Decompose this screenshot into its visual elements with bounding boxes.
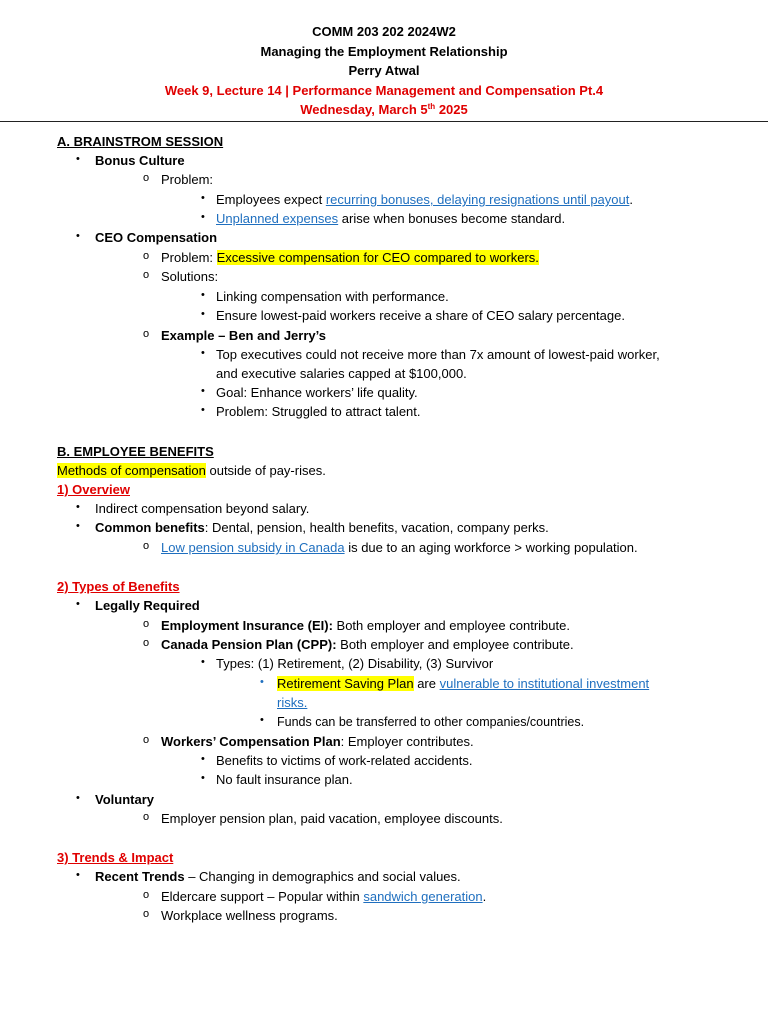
ceo-solutions-label: Solutions:	[161, 269, 219, 284]
rsp-highlight: Retirement Saving Plan	[277, 676, 414, 691]
circle-bullet-icon: o	[143, 811, 150, 823]
wcp-point-1: Benefits to victims of work-related accidents.	[216, 753, 473, 768]
square-bullet-icon: •	[201, 404, 205, 416]
overview-item-2: Common benefits: Dental, pension, health benefits, vacation, company perks.	[95, 520, 549, 535]
example-point-3: Problem: Struggled to attract talent.	[216, 404, 421, 419]
bullet-icon: •	[76, 792, 80, 804]
circle-bullet-icon: o	[143, 637, 150, 649]
ben-jerrys-example-title: Example – Ben and Jerry’s	[161, 328, 326, 343]
wcp-point-2: No fault insurance plan.	[216, 772, 353, 787]
bonus-problem-label: Problem:	[161, 172, 214, 187]
cpp-types: Types: (1) Retirement, (2) Disability, (3) Survivor	[216, 656, 494, 671]
example-point-1-line-1: Top executives could not receive more than 7x amount of lowest-paid worker,	[216, 347, 660, 362]
document-header	[0, 22, 768, 120]
ceo-solution-1: Linking compensation with performance.	[216, 289, 449, 304]
course-code: COMM 203 202 2024W2	[312, 24, 456, 39]
trend-item-1: Eldercare support – Popular within sandwich generation.	[161, 889, 487, 904]
ceo-solution-2: Ensure lowest-paid workers receive a share of CEO salary percentage.	[216, 308, 625, 323]
lecture-title: Week 9, Lecture 14 | Performance Management and Compensation Pt.4	[164, 82, 604, 98]
circle-bullet-icon: o	[143, 889, 150, 901]
bullet-icon: •	[76, 153, 80, 165]
overview-item-3: Low pension subsidy in Canada is due to an aging workforce > working population.	[161, 540, 638, 555]
bullet-icon: •	[76, 869, 80, 881]
bullet-icon: •	[76, 501, 80, 513]
circle-bullet-icon: o	[143, 250, 150, 262]
recent-trends-item: Recent Trends – Changing in demographics and social values.	[95, 869, 461, 884]
methods-highlight: Methods of compensation	[57, 463, 206, 478]
bonus-culture-title: Bonus Culture	[95, 153, 185, 168]
square-bullet-icon: •	[201, 289, 205, 301]
bullet-icon: •	[260, 676, 264, 688]
legally-required-title: Legally Required	[95, 598, 200, 613]
bullet-icon: •	[76, 230, 80, 242]
bullet-icon: •	[260, 714, 264, 726]
investment-risks-link-cont[interactable]: risks.	[277, 695, 308, 710]
instructor-name: Perry Atwal	[348, 63, 420, 78]
circle-bullet-icon: o	[143, 618, 150, 630]
section-a-heading: A. BRAINSTROM SESSION	[57, 134, 224, 149]
ceo-compensation-title: CEO Compensation	[95, 230, 218, 245]
square-bullet-icon: •	[201, 656, 205, 668]
types-heading: 2) Types of Benefits	[57, 579, 180, 594]
circle-bullet-icon: o	[143, 328, 150, 340]
funds-transfer-item: Funds can be transferred to other companies/countries.	[277, 715, 585, 729]
square-bullet-icon: •	[201, 753, 205, 765]
square-bullet-icon: •	[201, 211, 205, 223]
bullet-icon: •	[76, 520, 80, 532]
circle-bullet-icon: o	[143, 734, 150, 746]
circle-bullet-icon: o	[143, 172, 150, 184]
square-bullet-icon: •	[201, 385, 205, 397]
course-title: Managing the Employment Relationship	[260, 43, 508, 59]
ceo-problem-highlight: Excessive compensation for CEO compared to workers.	[216, 250, 539, 265]
pension-subsidy-link[interactable]: Low pension subsidy in Canada	[161, 540, 345, 555]
wcp-item: Workers’ Compensation Plan: Employer contributes.	[161, 734, 474, 749]
square-bullet-icon: •	[201, 192, 205, 204]
ceo-problem: Problem: Excessive compensation for CEO compared to workers.	[161, 250, 539, 265]
rsp-item-line-2	[277, 694, 307, 712]
unplanned-expenses-link[interactable]: Unplanned expenses	[216, 211, 339, 226]
lecture-date: Wednesday, March 5th 2025	[300, 102, 468, 117]
bonus-problem-2: Unplanned expenses arise when bonuses become standard.	[216, 211, 566, 226]
voluntary-title: Voluntary	[95, 792, 154, 807]
example-point-2: Goal: Enhance workers’ life quality.	[216, 385, 418, 400]
section-b-heading: B. EMPLOYEE BENEFITS	[57, 444, 214, 459]
cpp-item: Canada Pension Plan (CPP): Both employer and employee contribute.	[161, 637, 574, 652]
overview-item-1: Indirect compensation beyond salary.	[95, 501, 310, 516]
sandwich-generation-link[interactable]: sandwich generation	[363, 889, 483, 904]
square-bullet-icon: •	[201, 308, 205, 320]
overview-heading: 1) Overview	[57, 482, 130, 497]
circle-bullet-icon: o	[143, 908, 150, 920]
section-b-intro: Methods of compensation outside of pay-rises.	[57, 463, 326, 478]
rsp-item: Retirement Saving Plan are vulnerable to institutional investment	[277, 676, 650, 691]
recurring-bonuses-link[interactable]: recurring bonuses, delaying resignations until payout	[325, 192, 630, 207]
bonus-problem-1: Employees expect recurring bonuses, delaying resignations until payout.	[216, 192, 633, 207]
circle-bullet-icon: o	[143, 540, 150, 552]
trend-item-2: Workplace wellness programs.	[161, 908, 338, 923]
square-bullet-icon: •	[201, 347, 205, 359]
circle-bullet-icon: o	[143, 269, 150, 281]
header-divider	[0, 121, 768, 122]
ei-item: Employment Insurance (EI): Both employer and employee contribute.	[161, 618, 570, 633]
bullet-icon: •	[76, 598, 80, 610]
example-point-1-line-2: and executive salaries capped at $100,000.	[216, 366, 467, 381]
voluntary-item: Employer pension plan, paid vacation, employee discounts.	[161, 811, 503, 826]
trends-heading: 3) Trends & Impact	[57, 850, 174, 865]
investment-risks-link[interactable]: vulnerable to institutional investment	[439, 676, 650, 691]
square-bullet-icon: •	[201, 772, 205, 784]
